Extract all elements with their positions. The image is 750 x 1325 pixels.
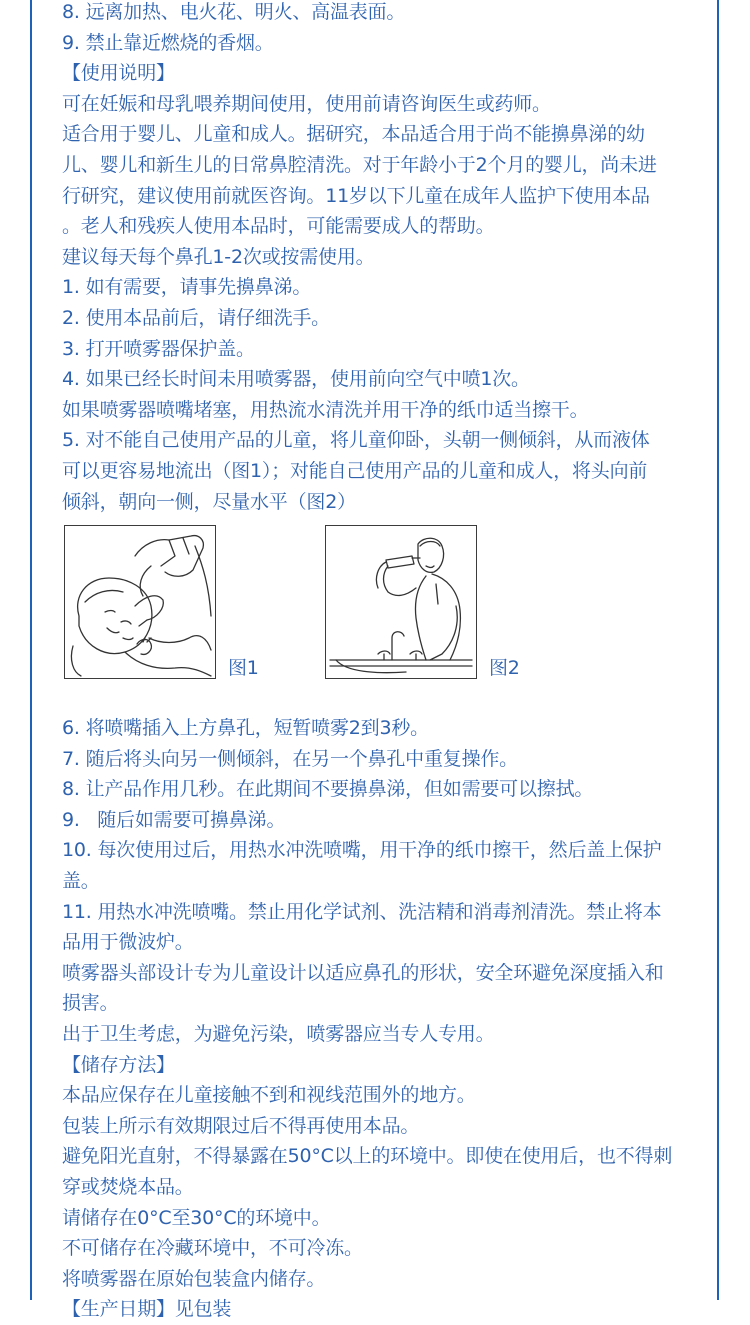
text-line: 盖。 (62, 870, 100, 893)
text-line: 10. 每次使用过后，用热水冲洗喷嘴，用干净的纸巾擦干，然后盖上保护 (62, 839, 662, 862)
text-line: 9. 禁止靠近燃烧的香烟。 (62, 31, 274, 54)
text-line: 将喷雾器在原始包装盒内储存。 (62, 1267, 326, 1290)
text-line: 建议每天每个鼻孔1-2次或按需使用。 (62, 245, 375, 268)
storage-and-care-block (62, 713, 707, 1325)
text-line: 11. 用热水冲洗喷嘴。禁止用化学试剂、洗洁精和消毒剂清洗。禁止将本 (62, 900, 662, 923)
text-line: 8. 让产品作用几秒。在此期间不要擤鼻涕，但如需要可以擦拭。 (62, 778, 594, 801)
text-line: 倾斜，朝向一侧，尽量水平（图2） (62, 490, 356, 513)
text-line: 可在妊娠和母乳喂养期间使用，使用前请咨询医生或药师。 (62, 92, 551, 115)
frame-right-border (717, 0, 719, 1300)
text-line: 行研究，建议使用前就医咨询。11岁以下儿童在成年人监护下使用本品 (62, 184, 650, 207)
usage-instructions-block (62, 0, 707, 517)
text-line: 穿或焚烧本品。 (62, 1176, 194, 1198)
text-line: 3. 打开喷雾器保护盖。 (62, 337, 255, 360)
text-line: 避免阳光直射，不得暴露在50°C以上的环境中。即使在使用后，也不得刺 (62, 1145, 673, 1168)
text-line: 8. 远离加热、电火花、明火、高温表面。 (62, 1, 406, 23)
instruction-text (62, 0, 707, 1325)
text-line: 儿、婴儿和新生儿的日常鼻腔清洗。对于年龄小于2个月的婴儿，尚未进 (62, 153, 657, 176)
text-line: 不可储存在冷藏环境中，不可冷冻。 (62, 1237, 363, 1260)
figure-2-label: 图2 (489, 657, 520, 680)
text-line: 本品应保存在儿童接触不到和视线范围外的地方。 (62, 1084, 476, 1107)
text-line: 2. 使用本品前后，请仔细洗手。 (62, 306, 330, 329)
text-line: 损害。 (62, 992, 119, 1015)
figure-2-adult-illustration (325, 525, 477, 679)
text-line: 1. 如有需要，请事先擤鼻涕。 (62, 276, 312, 299)
text-line: 6. 将喷嘴插入上方鼻孔，短暂喷雾2到3秒。 (62, 717, 429, 740)
text-line: 【储存方法】 (62, 1053, 175, 1076)
text-line: 请储存在0°C至30°C的环境中。 (62, 1206, 331, 1229)
infant-lying-sideways-drawing (65, 526, 215, 678)
text-line: 5. 对不能自己使用产品的儿童，将儿童仰卧，头朝一侧倾斜，从而液体 (62, 429, 650, 452)
text-line: 出于卫生考虑，为避免污染，喷雾器应当专人专用。 (62, 1023, 495, 1046)
text-line: 。老人和残疾人使用本品时，可能需要成人的帮助。 (62, 215, 495, 238)
adult-leaning-over-sink-drawing (326, 526, 476, 678)
figure-1-label: 图1 (228, 657, 259, 680)
text-line: 9. 随后如需要可擤鼻涕。 (62, 808, 286, 831)
figure-1-infant-illustration (64, 525, 216, 679)
frame-left-border (30, 0, 32, 1300)
text-line: 喷雾器头部设计专为儿童设计以适应鼻孔的形状，安全环避免深度插入和 (62, 961, 664, 984)
text-line: 可以更容易地流出（图1）；对能自己使用产品的儿童和成人，将头向前 (62, 459, 648, 482)
text-line: 如果喷雾器喷嘴堵塞，用热流水清洗并用干净的纸巾适当擦干。 (62, 398, 589, 421)
figures-row (62, 525, 707, 713)
text-line: 【使用说明】 (62, 62, 175, 85)
text-line: 品用于微波炉。 (62, 931, 194, 954)
text-line: 4. 如果已经长时间未用喷雾器，使用前向空气中喷1次。 (62, 368, 530, 391)
text-line: 【生产日期】见包装 (62, 1298, 232, 1321)
text-line: 适合用于婴儿、儿童和成人。据研究，本品适合用于尚不能擤鼻涕的幼 (62, 123, 645, 146)
text-line: 包装上所示有效期限过后不得再使用本品。 (62, 1114, 420, 1137)
text-line: 7. 随后将头向另一侧倾斜，在另一个鼻孔中重复操作。 (62, 747, 518, 770)
